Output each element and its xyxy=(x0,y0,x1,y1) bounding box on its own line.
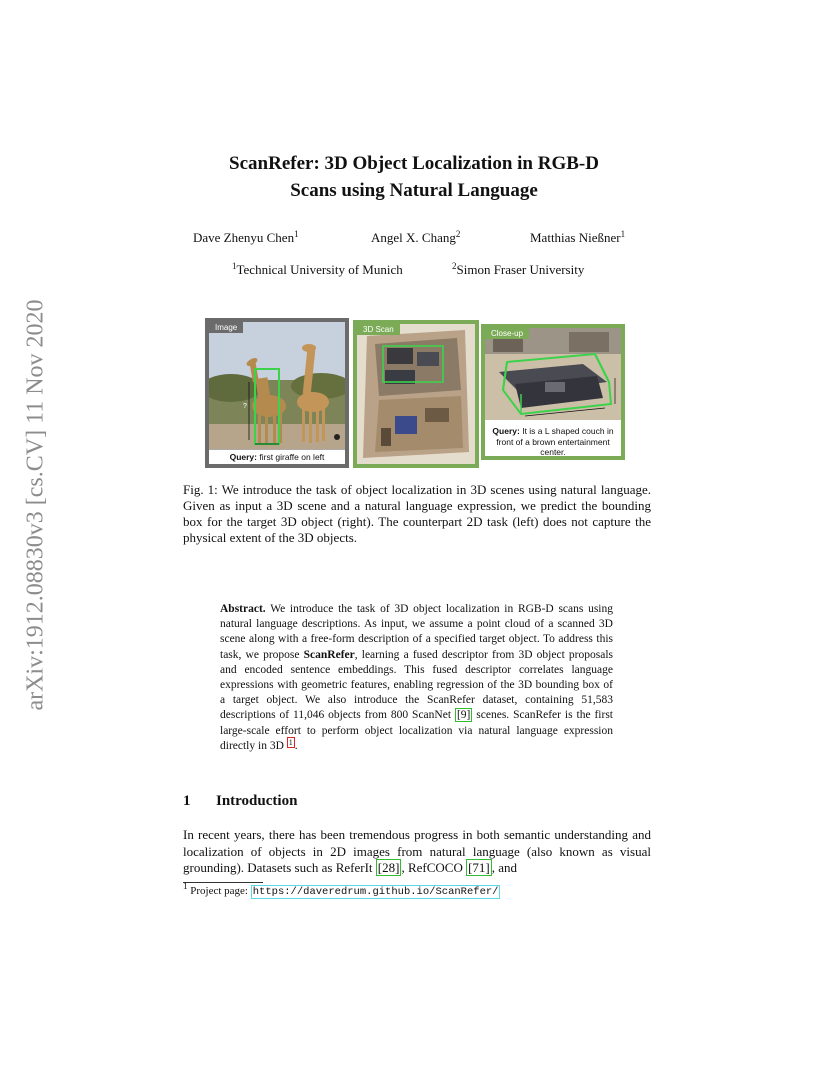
project-page-link[interactable]: https://daveredrum.github.io/ScanRefer/ xyxy=(252,886,499,898)
query-2d xyxy=(209,449,345,464)
section-title: Introduction xyxy=(216,793,298,809)
footnote-link[interactable]: 1 xyxy=(288,737,293,747)
author-1 xyxy=(193,230,299,246)
arxiv-sidebar-stamp xyxy=(22,280,50,730)
abstract-text: . xyxy=(294,739,298,752)
figure-1 xyxy=(205,318,625,468)
panel-close-up xyxy=(481,324,625,460)
panel-3d-scan xyxy=(353,320,479,468)
author-name: Angel X. Chang xyxy=(371,230,456,245)
citation-link[interactable]: [9] xyxy=(456,709,471,722)
affil-mark: 2 xyxy=(452,261,457,271)
caption-label: Fig. 1: xyxy=(183,482,218,497)
abstract-text: scenes. ScanRefer is the first large-scale effort to perform object localization via natural language expression directly in 3D xyxy=(220,709,613,752)
footnote-label: Project page: xyxy=(190,885,248,897)
method-name: ScanRefer xyxy=(303,648,355,661)
title-line-1: ScanRefer: 3D Object Localization in RGB-D xyxy=(229,153,599,174)
unknown-height-mark: ? xyxy=(243,403,247,410)
closeup-render xyxy=(485,328,621,420)
query-label: Query: xyxy=(229,452,257,462)
author-name: Dave Zhenyu Chen xyxy=(193,230,295,245)
body-text: , and xyxy=(491,860,518,875)
footnote-rule xyxy=(183,882,263,883)
arxiv-id: arXiv:1912.08830v3 [cs.CV] 11 Nov 2020 xyxy=(22,299,49,711)
citation-link[interactable]: [71] xyxy=(468,860,490,875)
author-3 xyxy=(530,230,625,246)
body-text: , RefCOCO xyxy=(401,860,463,875)
query-3d xyxy=(489,426,617,458)
author-affil-mark: 2 xyxy=(455,229,461,239)
abstract-text: , learning a fused descriptor from 3D object proposals and encoded sentence embeddings. This fused descriptor correlates language expressions with geometric features, enabling regression of the 3D bounding box of a target object. We also introduce the ScanRefer dataset, containing 51,583 descriptions of 11,046 objects from 800 ScanNet xyxy=(220,648,613,722)
affiliation-2 xyxy=(452,262,584,278)
affil-name: Technical University of Munich xyxy=(236,262,403,277)
citation-link[interactable]: [28] xyxy=(377,860,400,875)
panel-2d-image xyxy=(205,318,349,468)
abstract-label: Abstract. xyxy=(220,603,266,615)
author-name: Matthias Nießner xyxy=(530,230,621,245)
author-2 xyxy=(371,230,460,246)
intro-paragraph xyxy=(183,827,651,877)
affil-mark: 1 xyxy=(232,261,237,271)
abstract xyxy=(220,602,613,754)
query-label: Query: xyxy=(492,426,520,436)
affil-name: Simon Fraser University xyxy=(456,262,585,277)
footnote xyxy=(183,881,500,898)
panel-tag-close-up: Close-up xyxy=(485,328,529,339)
title-line-2: Scans using Natural Language xyxy=(290,180,538,201)
paper-title xyxy=(0,150,828,204)
author-affil-mark: 1 xyxy=(294,229,299,239)
footnote-number: 1 xyxy=(183,881,188,891)
scan-render xyxy=(357,324,475,464)
giraffe-photo xyxy=(209,322,345,464)
section-number: 1 xyxy=(183,793,191,809)
query-text: first giraffe on left xyxy=(259,452,325,462)
figure-caption xyxy=(183,482,651,546)
section-heading xyxy=(183,793,297,810)
affiliation-1 xyxy=(232,262,403,278)
panel-tag-image: Image xyxy=(209,322,243,333)
query-text: It is a L shaped couch in front of a brown entertainment center. xyxy=(496,426,614,457)
abstract-text: We introduce the task of 3D object localization in RGB-D scans using natural language descriptions. As input, we assume a point cloud of a scanned 3D scene along with a free-form description of a specified target object. To address this task, we propose xyxy=(220,603,613,661)
panel-tag-3d-scan: 3D Scan xyxy=(357,324,400,335)
author-affil-mark: 1 xyxy=(620,229,626,239)
body-text: In recent years, there has been tremendous progress in both semantic understanding and localization of objects in 2D images from natural language (also known as visual grounding). Datasets such as ReferIt xyxy=(183,827,651,875)
caption-text: We introduce the task of object localization in 3D scenes using natural language. Given as input a 3D scene and a natural language expression, we predict the bounding box for the target 3D object (right). The counterpart 2D task (left) does not capture the physical extent of the 3D objects. xyxy=(183,482,651,545)
